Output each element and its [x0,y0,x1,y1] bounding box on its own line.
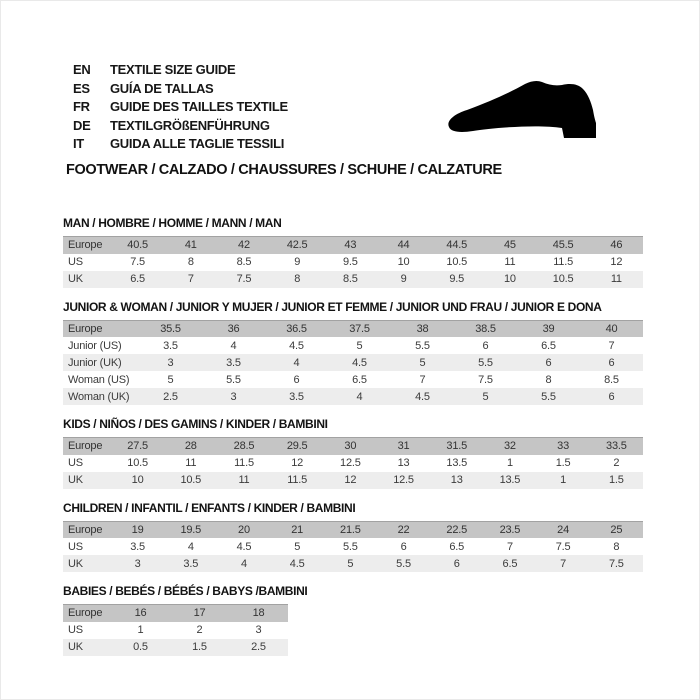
size-cell: 5.5 [478,356,493,369]
size-cell: 5 [347,557,354,570]
size-sections [63,216,649,668]
size-cell: 45 [503,239,516,252]
size-cell: 3.5 [163,339,178,352]
table-row [63,320,643,337]
size-cell: 20 [238,523,250,536]
size-cell: 7.5 [236,273,252,285]
size-section [63,216,649,288]
size-cell: 12.5 [340,457,361,469]
size-cell: 5 [482,390,489,403]
language-row [73,98,288,117]
size-cell: 7 [187,273,194,285]
size-cell: 5 [356,339,363,352]
size-cell: 6.5 [352,373,367,386]
size-cell: 39 [542,322,555,335]
size-cell: 10.5 [446,256,468,268]
row-label: US [68,457,83,469]
table-row [63,254,643,271]
size-table [63,521,643,573]
row-label: Europe [68,440,103,453]
size-cell: 9 [400,273,407,285]
size-cell: 33 [557,440,570,453]
size-cell: 2.5 [251,641,266,653]
table-row [63,271,643,288]
language-row [73,61,288,80]
size-cell: 3 [134,557,141,570]
size-cell: 7.5 [608,557,624,570]
language-row [73,135,288,154]
size-cell: 7 [560,557,567,570]
table-row [63,354,643,371]
size-cell: 4.5 [415,390,430,403]
dress-shoe-icon [443,79,628,151]
table-row [63,237,643,254]
size-cell: 11.5 [234,457,254,469]
size-cell: 44.5 [446,239,468,252]
size-cell: 7.5 [130,256,145,268]
size-section [63,501,649,573]
table-row [63,337,643,354]
size-cell: 5.5 [342,540,358,553]
table-row [63,521,643,538]
row-label: Europe [68,239,103,252]
size-cell: 28 [184,440,197,453]
size-cell: 5.5 [396,557,411,570]
size-cell: 42 [238,239,250,252]
size-cell: 8 [613,540,620,553]
size-cell: 21.5 [340,523,361,536]
size-cell: 12 [291,457,304,469]
size-cell: 5 [167,373,174,386]
size-cell: 7.5 [555,540,571,553]
size-section [63,584,649,656]
size-cell: 27.5 [127,440,148,453]
size-cell: 17 [193,607,206,620]
table-row [63,455,643,472]
size-cell: 43 [344,239,357,252]
row-label: Europe [68,322,103,335]
size-cell: 6 [482,339,489,352]
size-cell: 1 [137,624,144,636]
language-label: GUIDA ALLE TAGLIE TESSILI [110,136,285,151]
language-code: ES [73,80,90,96]
size-cell: 1.5 [192,641,207,653]
size-cell: 24 [557,523,570,536]
size-cell: 5.5 [541,390,556,403]
size-cell: 40 [605,322,618,335]
size-cell: 6 [608,356,615,369]
section-title: KIDS / NIÑOS / DES GAMINS / KINDER / BAMBINI [63,417,328,431]
size-cell: 9.5 [342,256,358,268]
size-cell: 3 [255,624,262,636]
size-cell: 13.5 [499,474,521,486]
row-label: US [68,256,83,268]
language-row [73,80,288,99]
size-cell: 23.5 [499,523,521,536]
size-cell: 6 [453,557,460,570]
size-cell: 28.5 [233,440,255,453]
row-label: US [68,540,83,553]
size-cell: 3.5 [289,390,304,403]
size-table [63,437,643,489]
size-cell: 4.5 [236,540,252,553]
size-cell: 5 [294,540,301,553]
language-label: TEXTILGRÖßENFÜHRUNG [110,117,270,133]
size-cell: 8 [187,256,194,268]
size-cell: 6 [545,356,552,369]
size-cell: 31 [397,440,410,453]
row-label: Junior (UK) [68,356,122,369]
table-row [63,538,643,555]
table-row [63,388,643,405]
size-cell: 1 [506,457,513,469]
row-label: UK [68,641,83,653]
size-cell: 46 [610,239,623,252]
size-cell: 12 [610,256,623,268]
language-label: GUIDE DES TAILLES TEXTILE [110,99,288,114]
size-cell: 37.5 [349,322,370,335]
size-cell: 6.5 [502,557,518,570]
language-code: EN [73,62,91,77]
size-cell: 8 [545,373,552,386]
language-list [73,61,288,154]
size-cell: 6.5 [130,273,145,285]
size-cell: 22.5 [446,523,468,536]
size-cell: 40.5 [127,239,148,252]
row-label: Europe [68,523,103,536]
size-cell: 6.5 [541,339,556,352]
size-cell: 1.5 [555,457,571,469]
language-label: TEXTILE SIZE GUIDE [110,62,236,77]
size-cell: 45.5 [552,239,574,252]
size-cell: 13.5 [446,457,468,469]
size-cell: 6 [293,373,300,386]
size-cell: 7 [608,339,615,352]
size-cell: 19 [131,523,144,536]
size-cell: 13 [450,474,463,486]
size-cell: 3.5 [226,356,241,369]
size-cell: 4.5 [289,339,304,352]
table-row [63,639,288,656]
size-cell: 5 [419,356,426,369]
size-cell: 5.5 [226,373,241,386]
size-cell: 11 [185,457,197,469]
size-cell: 19.5 [180,523,202,536]
size-cell: 2.5 [163,390,178,403]
size-cell: 4.5 [289,557,305,570]
size-table [63,320,643,406]
section-title: MAN / HOMBRE / HOMME / MANN / MAN [63,216,282,230]
size-cell: 9.5 [449,273,465,285]
size-cell: 7 [506,540,513,553]
size-cell: 36.5 [286,322,307,335]
size-cell: 32 [503,440,516,453]
size-cell: 2 [196,624,203,636]
size-cell: 30 [344,440,357,453]
table-row [63,622,288,639]
size-cell: 10.5 [180,474,202,486]
size-cell: 38 [416,322,429,335]
size-cell: 10 [131,474,144,486]
size-cell: 10.5 [552,273,574,285]
size-cell: 1 [560,474,567,486]
size-cell: 6 [400,540,407,553]
size-cell: 3.5 [130,540,145,553]
language-row [73,117,288,136]
size-cell: 11.5 [287,474,308,486]
size-cell: 2 [613,457,620,469]
size-cell: 36 [227,322,240,335]
size-cell: 11.5 [553,256,573,268]
size-cell: 41 [184,239,197,252]
size-cell: 3.5 [183,557,199,570]
section-title: BABIES / BEBÉS / BÉBÉS / BABYS /BAMBINI [63,584,308,598]
size-cell: 31.5 [446,440,468,453]
size-cell: 4.5 [352,356,367,369]
language-code: FR [73,99,90,114]
size-cell: 3 [230,390,237,403]
language-code: DE [73,117,91,133]
row-label: UK [68,474,83,486]
size-cell: 4 [241,557,247,570]
size-table [63,236,643,288]
size-cell: 0.5 [133,641,148,653]
size-cell: 4 [230,339,237,352]
size-cell: 35.5 [160,322,181,335]
table-row [63,605,288,622]
table-row [63,438,643,455]
size-cell: 12 [344,474,357,486]
size-cell: 10 [397,256,410,268]
size-cell: 11 [238,474,250,486]
language-label: GUÍA DE TALLAS [110,80,214,96]
size-cell: 25 [610,523,623,536]
table-row [63,472,643,489]
size-cell: 8.5 [342,273,358,285]
size-cell: 3 [167,356,174,369]
size-cell: 44 [397,239,410,252]
size-cell: 11 [504,256,516,268]
section-title: JUNIOR & WOMAN / JUNIOR Y MUJER / JUNIOR ET FEMME / JUNIOR UND FRAU / JUNIOR E DONA [63,299,602,314]
language-code: IT [73,136,84,151]
size-cell: 8 [294,273,301,285]
table-row [63,371,643,388]
size-cell: 18 [252,607,265,620]
row-label: Europe [68,607,103,620]
section-title: CHILDREN / INFANTIL / ENFANTS / KINDER / BAMBINI [63,500,356,515]
row-label: Woman (UK) [68,390,130,403]
size-cell: 11 [610,273,622,285]
size-cell: 6.5 [449,540,465,553]
category-title: FOOTWEAR / CALZADO / CHAUSSURES / SCHUHE / CALZATURE [66,162,502,178]
size-cell: 29.5 [286,440,308,453]
size-cell: 22 [397,523,410,536]
size-cell: 4 [293,356,300,369]
size-cell: 7.5 [478,373,493,386]
size-cell: 9 [294,256,301,268]
size-cell: 8.5 [604,373,619,386]
row-label: Junior (US) [68,339,122,352]
size-cell: 1.5 [608,474,624,486]
table-row [63,555,643,572]
size-cell: 10 [503,273,516,285]
size-cell: 7 [419,373,426,386]
row-label: Woman (US) [68,373,130,386]
size-cell: 5.5 [415,339,430,352]
size-section [63,417,649,489]
size-cell: 38.5 [475,322,496,335]
row-label: US [68,624,83,636]
size-cell: 21 [291,523,304,536]
size-cell: 6 [608,390,615,403]
size-cell: 16 [134,607,147,620]
size-table [63,604,288,656]
row-label: UK [68,273,83,285]
size-cell: 42.5 [286,239,308,252]
size-cell: 10.5 [127,457,148,469]
size-cell: 12.5 [393,474,414,486]
row-label: UK [68,557,83,570]
size-cell: 8.5 [236,256,252,268]
size-cell: 4 [356,390,363,403]
size-cell: 33.5 [606,440,627,453]
size-section [63,300,649,406]
size-cell: 4 [187,540,194,553]
size-cell: 13 [397,457,410,469]
